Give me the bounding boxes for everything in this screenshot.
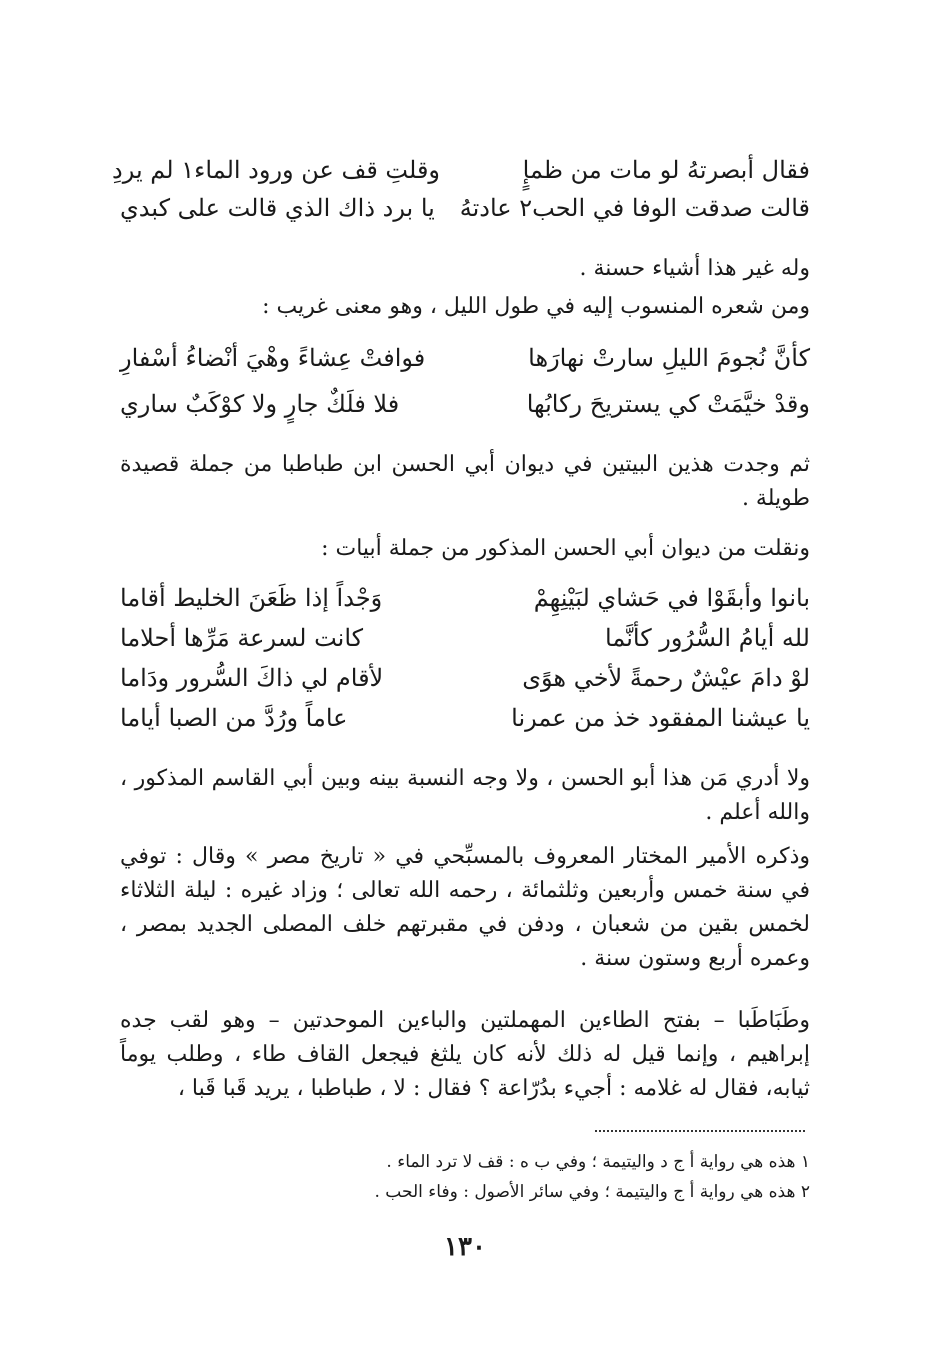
- verse-first-hemistich: بانوا وأبقَوْا في حَشاي لبَيْنِهِمْ: [533, 583, 810, 612]
- prose-line: ونقلت من ديوان أبي الحسن المذكور من جملة أبيات :: [321, 536, 810, 561]
- verse-second-hemistich: فلا فلَكٌ جارٍ ولا كوْكَبٌ ساري: [120, 389, 400, 418]
- verse-first-hemistich: لوْ دامَ عيْشٌ رحمةً لأخي هوًى: [522, 663, 810, 692]
- prose-paragraph: ثم وجدت هذين البيتين في ديوان أبي الحسن ابن طباطبا من جملة قصيدة طويلة .: [120, 452, 810, 511]
- page-number: ١٣٠: [444, 1232, 486, 1262]
- prose-paragraph: وذكره الأمير المختار المعروف بالمسبِّحي في « تاريخ مصر » وقال : توفي في سنة خمس وأربعين وثلثمائة ، رحمه الله تعالى ؛ وزاد غيره : ليلة الثلاثاء لخمس بقين من شعبان ، ودفن في مقبرتهم خلف المصلى الجديد بمصر ، وعمره أربع وستون سنة .: [120, 844, 810, 971]
- verse-second-hemistich: يا برد ذاك الذي قالت على كبدي: [120, 193, 435, 222]
- verse-line: [120, 188, 810, 228]
- verse-first-hemistich: يا عيشنا المفقود خذ من عمرنا: [511, 703, 810, 732]
- verse-line: [120, 618, 810, 658]
- verse-first-hemistich: كأنَّ نُجومَ الليلِ سارتْ نهارَها: [528, 343, 810, 372]
- verse-first-hemistich: قالت صدقت الوفا في الحب٢ عادتهُ: [459, 193, 810, 222]
- footnote: ١ هذه هي رواية أ ج د واليتيمة ؛ وفي ب ه : قف لا ترد الماء .: [386, 1152, 810, 1172]
- prose-paragraph: وطَبَاطَبا – بفتح الطاءين المهملتين والباءين الموحدتين – وهو لقب جده إبراهيم ، وإنما قيل له ذلك لأنه كان يلثغ فيجعل القاف طاء ، وطلب يوماً ثيابه، فقال له غلامه : أجيء بدُرّاعة ؟ فقال : لا ، طباطبا ، يريد قَبا قَبا ،: [120, 1008, 810, 1101]
- verse-second-hemistich: كانت لسرعة مَرِّها أحلاما: [120, 623, 364, 652]
- verse-line: [120, 698, 810, 738]
- prose-line: وله غير هذا أشياء حسنة .: [579, 256, 810, 281]
- verse-line: [120, 578, 810, 618]
- verse-second-hemistich: عاماً ورُدَّ من الصبا أياما: [120, 703, 348, 732]
- verse-first-hemistich: فقال أبصرتهُ لو مات من ظمإٍ: [522, 155, 810, 184]
- prose-paragraph: ولا أدري مَن هذا أبو الحسن ، ولا وجه النسبة بينه وبين أبي القاسم المذكور ، والله أعلم .: [120, 766, 810, 825]
- footnote-divider: [595, 1130, 805, 1132]
- prose-line: ومن شعره المنسوب إليه في طول الليل ، وهو معنى غريب :: [262, 294, 810, 319]
- verse-line: [120, 384, 810, 424]
- verse-second-hemistich: فوافتْ عِشاءً وهْيَ أنْضاءُ أسْفارِ: [120, 343, 426, 372]
- verse-second-hemistich: وقلتِ قف عن ورود الماء١ لم يردِ: [112, 155, 440, 184]
- verse-line: [120, 658, 810, 698]
- verse-line: [120, 338, 810, 378]
- verse-first-hemistich: وقدْ خيَّمَتْ كي يستريحَ ركابُها: [526, 389, 810, 418]
- verse-second-hemistich: وَجْداً إذا ظَعَنَ الخليط أقاما: [120, 583, 383, 612]
- verse-line: [112, 150, 810, 190]
- verse-first-hemistich: لله أيامُ السُّرُور كأنَّما: [605, 623, 810, 652]
- footnote: ٢ هذه هي رواية أ ج واليتيمة ؛ وفي سائر الأصول : وفاء الحب .: [374, 1182, 810, 1202]
- verse-second-hemistich: لأقام لي ذاكَ السُّرور ودَاما: [120, 663, 384, 692]
